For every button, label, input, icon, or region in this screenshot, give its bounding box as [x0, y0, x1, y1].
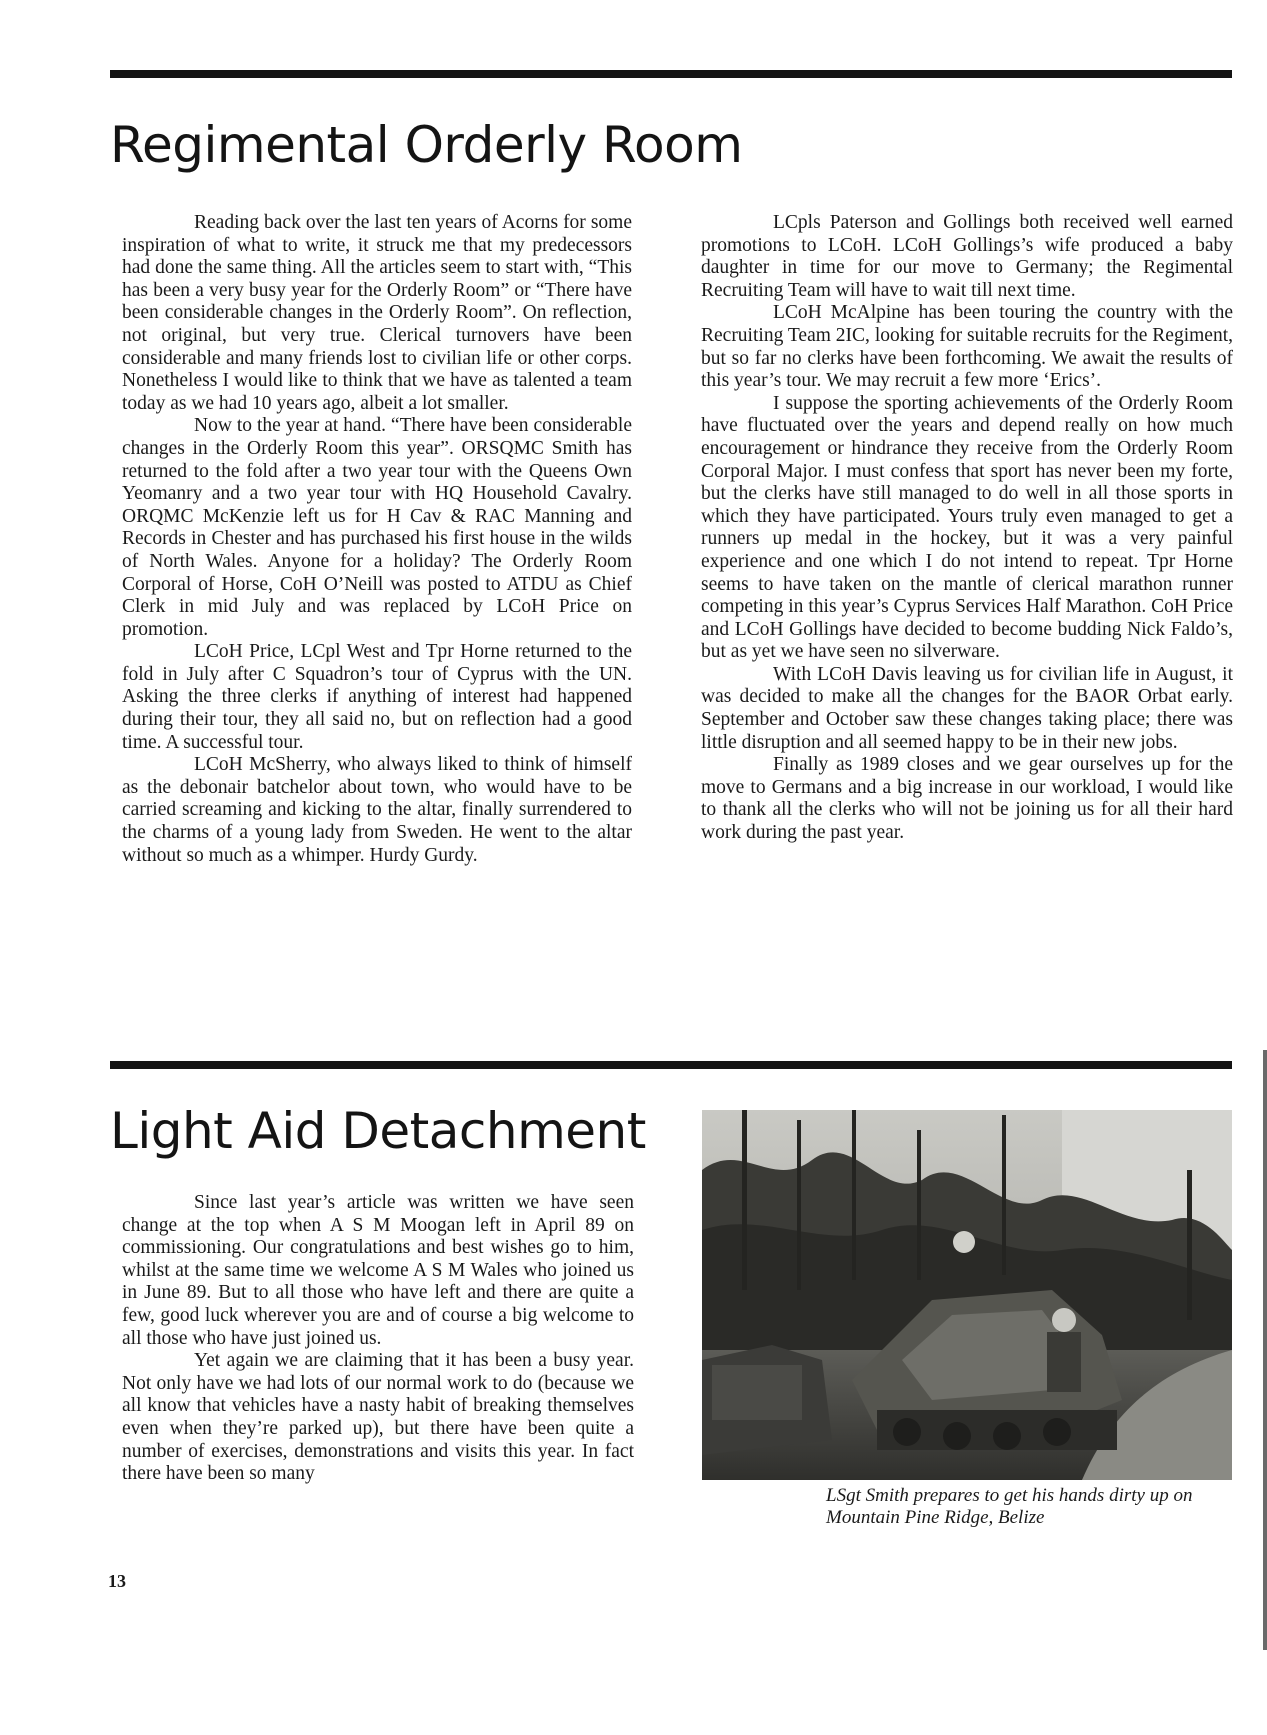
section-title: Light Aid Detachment: [110, 1102, 646, 1160]
photo-image: [702, 1110, 1232, 1480]
paragraph: Since last year’s article was written we have seen change at the top when A S M Moogan left in April 89 on commissioning. Our congratulations and best wishes go to him, whilst at the same time we welcome A S M Wales who joined us in June 89. But to all those who have left and there are quite a few, good luck wherever you are and of course a big welcome to all those who have just joined us.: [122, 1192, 634, 1349]
article-column-2: [701, 212, 1233, 845]
photo: [702, 1110, 1232, 1480]
paragraph: Yet again we are claiming that it has been a busy year. Not only have we had lots of our normal work to do (because we all know that vehicles have a nasty habit of breaking themselves even when they’re parked up), but there have been quite a number of exercises, demonstrations and visits this year. In fact there have been so many: [122, 1350, 634, 1485]
paragraph: LCoH McSherry, who always liked to think of himself as the debonair batchelor about town, who would have to be carried screaming and kicking to the altar, finally surrendered to the charms of a young lady from Sweden. He went to the altar without so much as a whimper. Hurdy Gurdy.: [122, 754, 632, 866]
section-rule: [110, 1061, 1232, 1069]
page-title: Regimental Orderly Room: [110, 116, 743, 174]
photo-caption: LSgt Smith prepares to get his hands dirty up on Mountain Pine Ridge, Belize: [826, 1485, 1193, 1528]
paragraph: Reading back over the last ten years of Acorns for some inspiration of what to write, it struck me that my predecessors had done the same thing. All the articles seem to start with, “This has been a very busy year for the Orderly Room” or “There have been considerable changes in the Orderly Room”. On reflection, not original, but very true. Clerical turnovers have been considerable and many friends lost to civilian life or other corps. Nonetheless I would like to think that we have as talented a team today as we had 10 years ago, albeit a lot smaller.: [122, 212, 632, 414]
paragraph: Finally as 1989 closes and we gear ourselves up for the move to Germans and a big increase in our workload, I would like to thank all the clerks who will not be joining us for all their hard work during the past year.: [701, 754, 1233, 844]
page-number: 13: [108, 1571, 126, 1591]
article-column-1: [122, 212, 632, 867]
paragraph: LCoH Price, LCpl West and Tpr Horne returned to the fold in July after C Squadron’s tour of Cyprus with the UN. Asking the three clerks if anything of interest had happened during their tour, they all said no, but on reflection had a good time. A successful tour.: [122, 641, 632, 753]
page-edge-shadow: [1263, 1050, 1267, 1650]
paragraph: LCpls Paterson and Gollings both received well earned promotions to LCoH. LCoH Gollings’s wife produced a baby daughter in time for our move to Germany; the Regimental Recruiting Team will have to wait till next time.: [701, 212, 1233, 301]
paragraph: LCoH McAlpine has been touring the country with the Recruiting Team 2IC, looking for suitable recruits for the Regiment, but so far no clerks have been forthcoming. We await the results of this year’s tour. We may recruit a few more ‘Erics’.: [701, 302, 1233, 392]
paragraph: I suppose the sporting achievements of the Orderly Room have fluctuated over the years and depend really on how much encouragement or hindrance they receive from the Orderly Room Corporal Major. I must confess that sport has never been my forte, but the clerks have still managed to do well in all those sports in which they have participated. Yours truly even managed to get a runners up medal in the hockey, but it was a very painful experience and one which I do not intend to repeat. Tpr Horne seems to have taken on the mantle of clerical marathon runner competing in this year’s Cyprus Services Half Marathon. CoH Price and LCoH Gollings have decided to become budding Nick Faldo’s, but as yet we have seen no silverware.: [701, 392, 1233, 663]
paragraph: With LCoH Davis leaving us for civilian life in August, it was decided to make all the changes for the BAOR Orbat early. September and October saw these changes taking place; there was little disruption and all seemed happy to be in their new jobs.: [701, 663, 1233, 753]
article-column-3: [122, 1192, 634, 1486]
paragraph: Now to the year at hand. “There have been considerable changes in the Orderly Room this year”. ORSQMC Smith has returned to the fold after a two year tour with the Queens Own Yeomanry and a two year tour with HQ Household Cavalry. ORQMC McKenzie left us for H Cav & RAC Manning and Records in Chester and has purchased his first house in the wilds of North Wales. Anyone for a holiday? The Orderly Room Corporal of Horse, CoH O’Neill was posted to ATDU as Chief Clerk in mid July and was replaced by LCoH Price on promotion.: [122, 415, 632, 640]
top-rule: [110, 70, 1232, 78]
